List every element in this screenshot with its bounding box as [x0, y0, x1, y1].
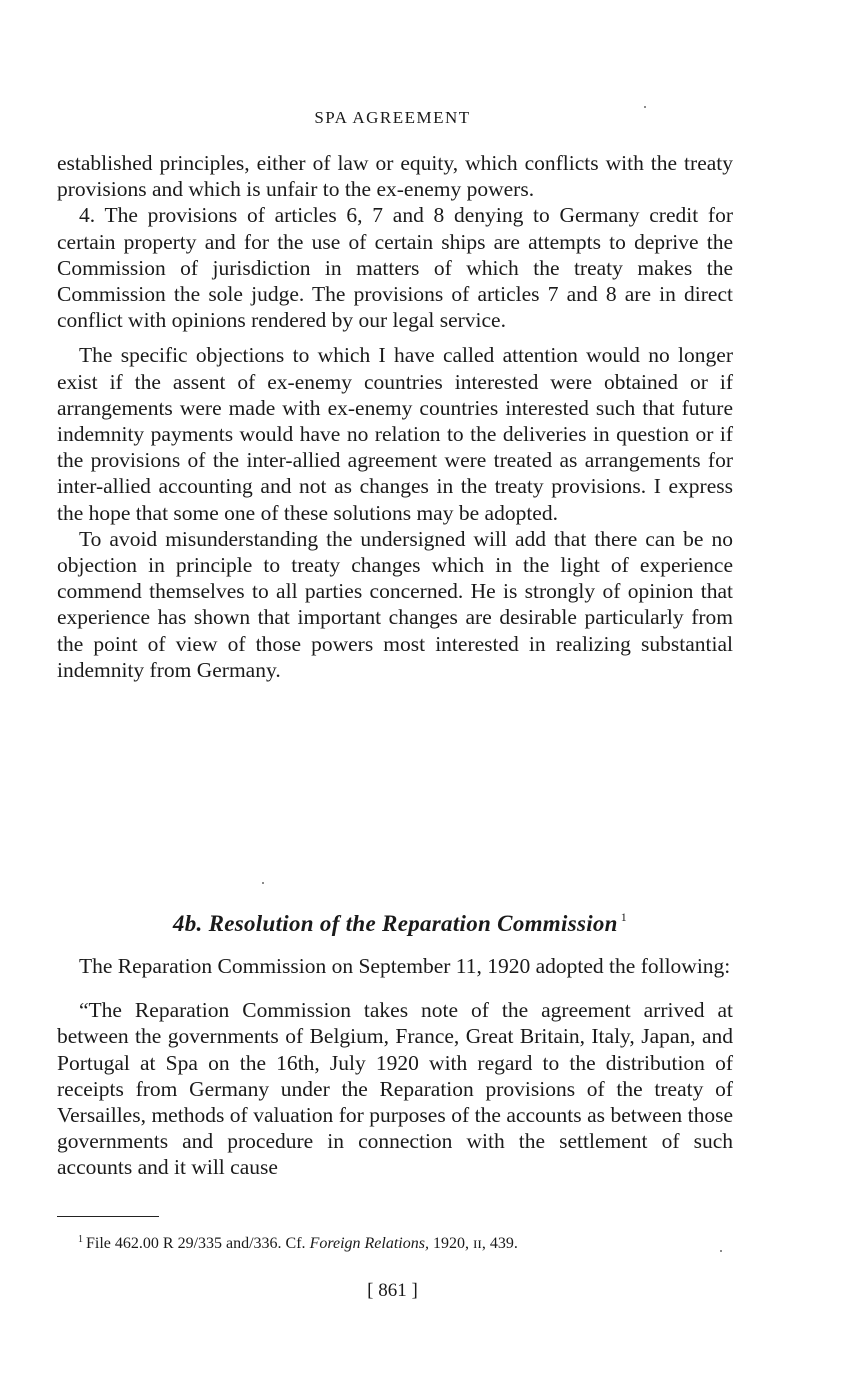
scan-speck [262, 882, 264, 884]
quoted-resolution: “The Reparation Commission takes note of the agreement arrived at between the governments of Belgium, France, Great Britain, Italy, Japan, and Portugal at Spa on the 16th, July 1920 with regard to the distribution of receipts from Germany under the Reparation provisions of the treaty of Versailles, methods of valuation for purposes of the accounts as between those governments and procedure in connection with the settlement of such accounts and it will cause [57, 998, 733, 1180]
continuation-text [57, 150, 733, 683]
footnote [78, 1230, 758, 1254]
paragraph: The Reparation Commission on September 11, 1920 adopted the following: [79, 954, 731, 978]
footnote-publication-title: Foreign Relations, [309, 1235, 429, 1252]
footnote-rule [57, 1216, 159, 1217]
footnote-reference: 1 [620, 910, 628, 924]
paragraph: To avoid misunderstanding the undersigned will add that there can be no objection in principle to treaty changes which in the light of experience commend themselves to all parties concerned. He is strongly of opinion that experience has shown that important changes are desirable particularly from the point of view of those powers most interested in realizing substantial indemnity from Germany. [57, 526, 733, 682]
scan-speck [720, 1250, 722, 1252]
section-heading [0, 910, 800, 937]
footnote-text: File 462.00 R 29/335 and/336. Cf. [86, 1235, 306, 1252]
scan-speck [644, 106, 646, 108]
footnote-citation: 1920, ɪɪ, 439. [432, 1235, 518, 1252]
footnote-marker: 1 [78, 1234, 83, 1245]
page-number: [ 861 ] [367, 1280, 418, 1301]
paragraph: The specific objections to which I have called attention would no longer exist if the assent of ex-enemy countries interested were obtained or if arrangements were made with ex-enemy countries interested such that future indemnity payments would have no relation to the deliveries in question or if the provisions of the inter-allied agreement were treated as arrangements for inter-allied accounting and not as changes in the treaty provisions. I express the hope that some one of these solutions may be adopted. [57, 343, 733, 525]
paragraph: established principles, either of law or equity, which conflicts with the treaty provisions and which is unfair to the ex-enemy powers. [57, 151, 733, 202]
section-heading-text: 4b. Resolution of the Reparation Commission [172, 911, 618, 936]
running-head: SPA AGREEMENT [314, 108, 471, 127]
paragraph: 4. The provisions of articles 6, 7 and 8 denying to Germany credit for certain property and for the use of certain ships are attempts to deprive the Commission of jurisdiction in matters of which the treaty makes the Commission the sole judge. The provisions of articles 7 and 8 are in direct conflict with opinions rendered by our legal service. [57, 203, 733, 333]
section-text [57, 953, 733, 1181]
